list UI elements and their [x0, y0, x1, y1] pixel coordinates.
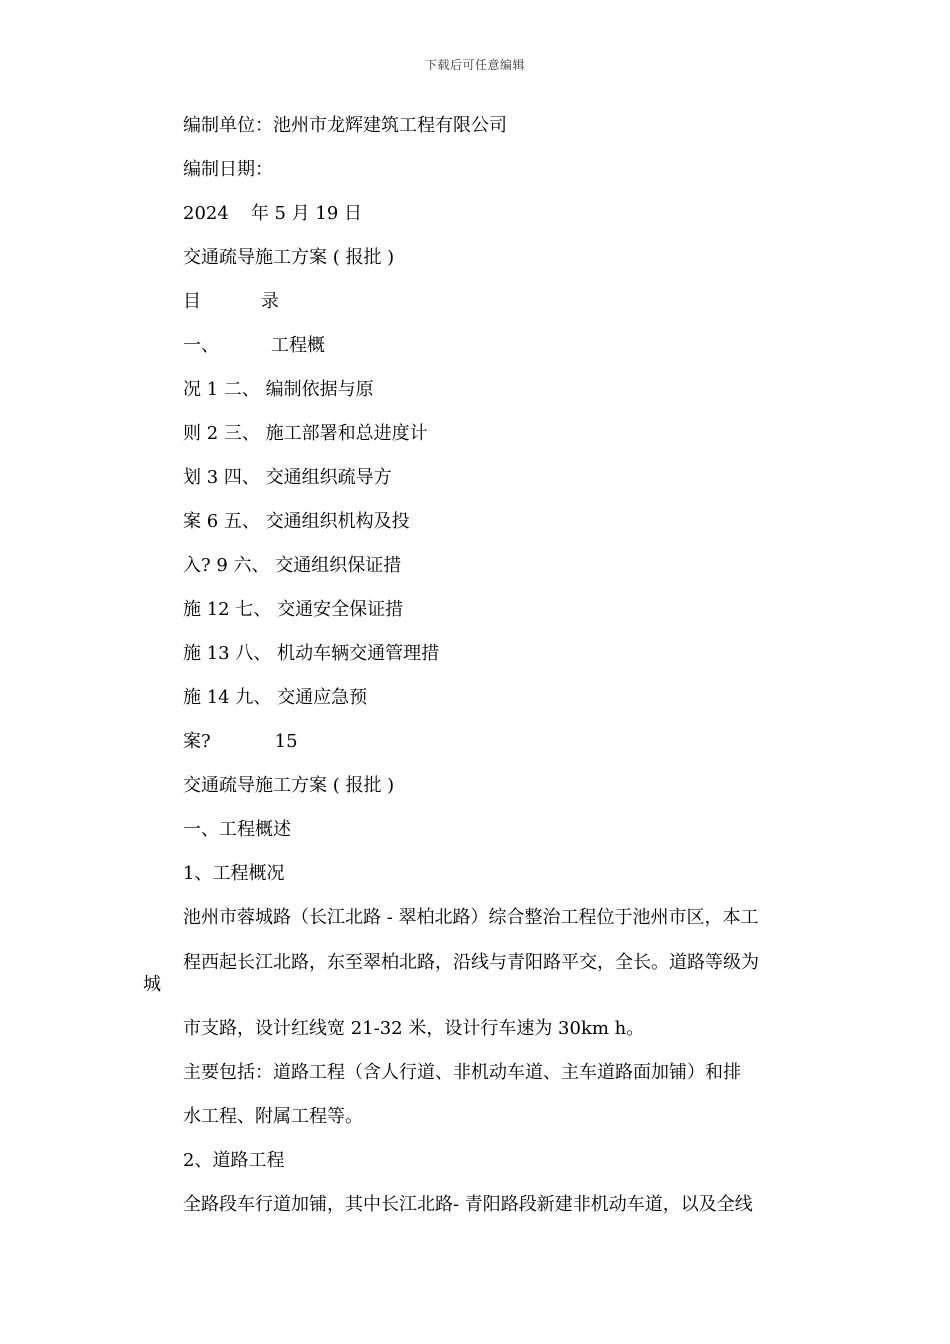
section-heading: 一、工程概述 — [183, 819, 291, 840]
subsection-heading: 2、道路工程 — [183, 1150, 285, 1171]
compiling-unit: 编制单位：池州市龙辉建筑工程有限公司 — [183, 115, 507, 136]
document-title: 交通疏导施工方案 ( 报批 ) — [183, 247, 395, 268]
compiling-date-label: 编制日期： — [183, 159, 273, 180]
toc-line: 况 1 二、 编制依据与原 — [183, 379, 374, 400]
toc-line-10-a: 案? — [183, 731, 211, 752]
toc-line — [183, 333, 325, 359]
toc-line: 案 6 五、 交通组织机构及投 — [183, 511, 410, 532]
toc-line: 入? 9 六、 交通组织保证措 — [183, 555, 402, 576]
compiling-date — [183, 201, 362, 227]
toc-line: 施 12 七、 交通安全保证措 — [183, 599, 404, 620]
toc-line-1-b: 工程概 — [271, 335, 325, 356]
toc-heading-b: 录 — [261, 291, 279, 312]
date-rest: 年 5 月 19 日 — [250, 203, 363, 224]
toc-line: 则 2 三、 施工部署和总进度计 — [183, 423, 428, 444]
toc-heading-a: 目 — [183, 291, 201, 312]
subsection-heading: 1、工程概况 — [183, 863, 285, 884]
toc-line: 施 14 九、 交通应急预 — [183, 687, 368, 708]
paragraph-line: 全路段车行道加铺，其中长江北路- 青阳路段新建非机动车道，以及全线 — [183, 1194, 753, 1215]
paragraph-line: 程西起长江北路，东至翠柏北路，沿线与青阳路平交，全长。道路等级为 — [183, 952, 759, 973]
toc-heading — [183, 289, 279, 315]
toc-line: 划 3 四、 交通组织疏导方 — [183, 467, 392, 488]
document-title-repeat: 交通疏导施工方案 ( 报批 ) — [183, 775, 395, 796]
paragraph-line: 市支路，设计红线宽 21-32 米，设计行车速为 30km h。 — [183, 1018, 645, 1039]
header-note: 下载后可任意编辑 — [424, 58, 525, 72]
paragraph-line: 水工程、附属工程等。 — [183, 1106, 363, 1127]
toc-line: 施 13 八、 机动车辆交通管理措 — [183, 643, 440, 664]
toc-line-1-a: 一、 — [183, 335, 219, 356]
toc-line-10-b: 15 — [274, 731, 298, 752]
paragraph-line: 主要包括：道路工程（含人行道、非机动车道、主车道路面加铺）和排 — [183, 1062, 741, 1083]
toc-line — [183, 729, 298, 755]
paragraph-line: 池州市蓉城路（长江北路 - 翠柏北路）综合整治工程位于池州市区，本工 — [183, 907, 759, 928]
date-year: 2024 — [183, 203, 229, 224]
paragraph-overflow-char: 城 — [143, 974, 161, 995]
